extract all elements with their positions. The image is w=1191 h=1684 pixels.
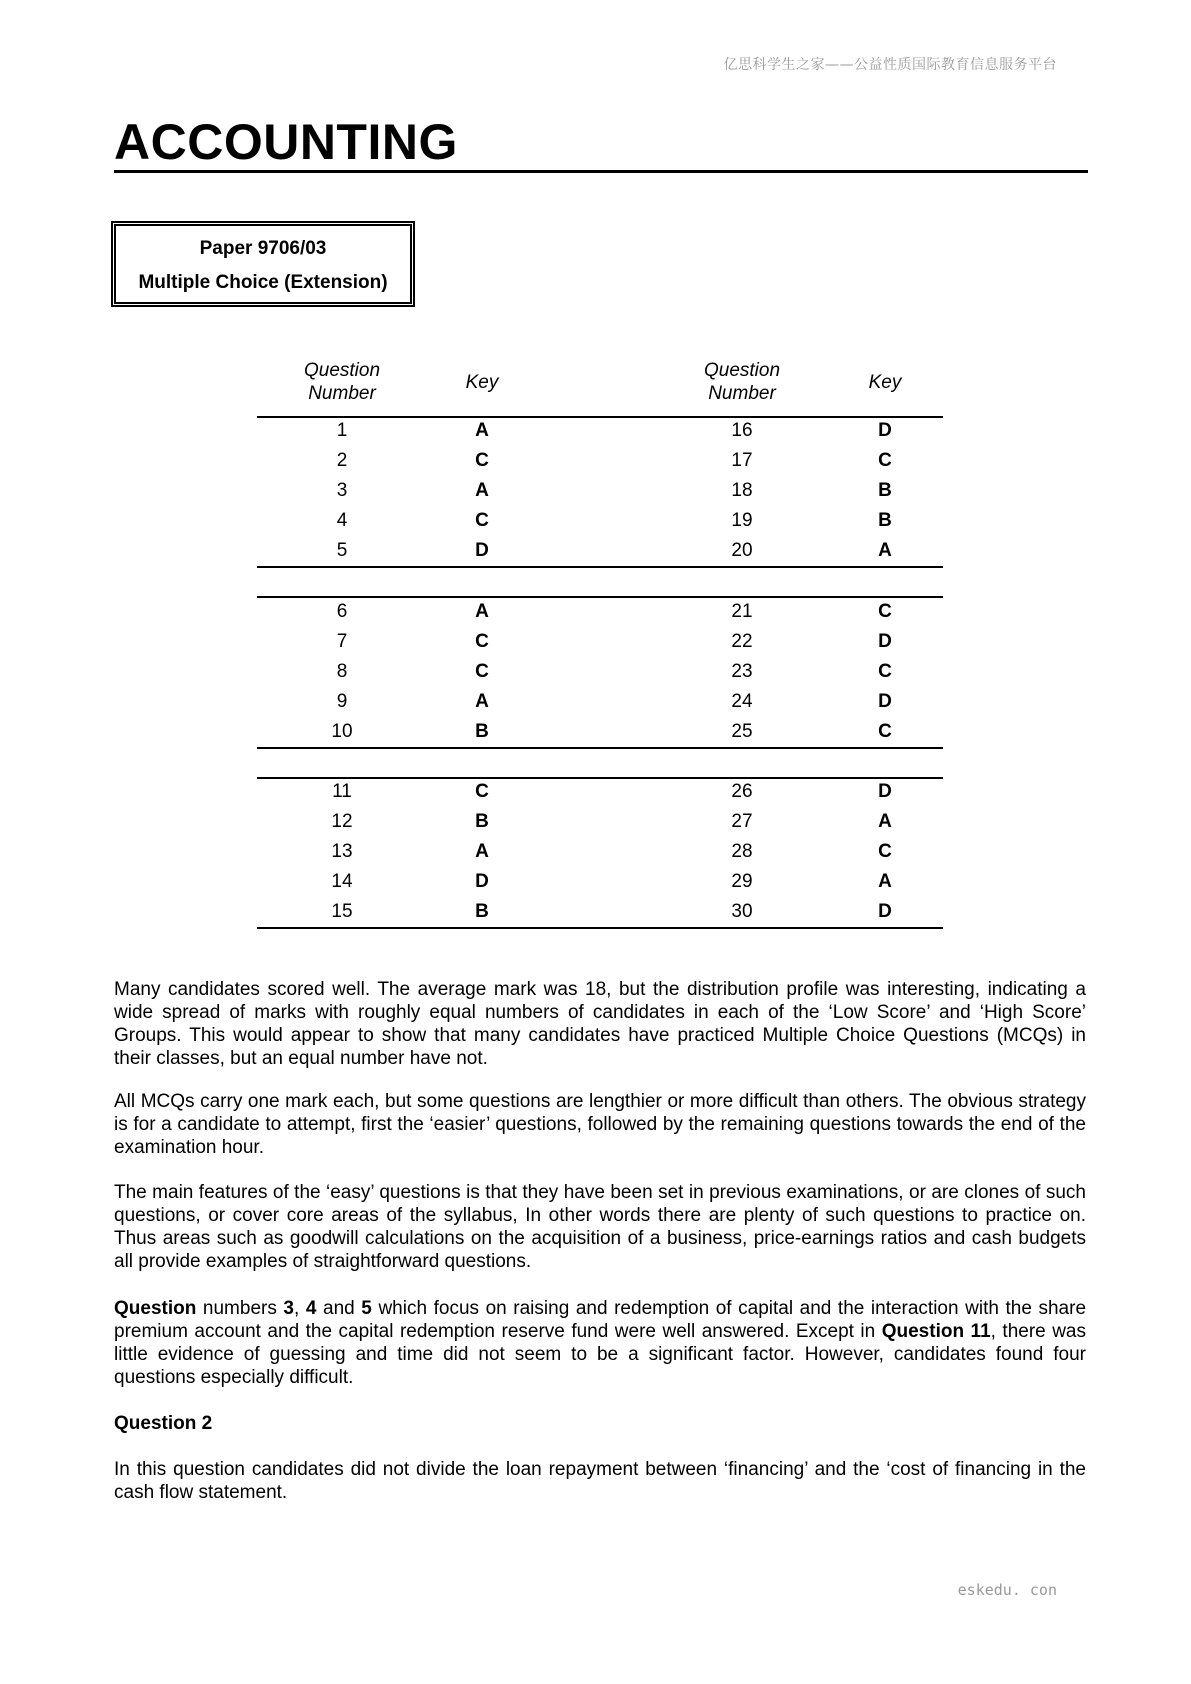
answer-key: D [475, 871, 489, 892]
question-number: 12 [331, 811, 353, 832]
question-number: 22 [731, 631, 753, 652]
question-number: 1 [336, 420, 348, 441]
table-row [257, 687, 943, 717]
answer-key: A [878, 871, 892, 892]
paper-info-box [111, 221, 415, 307]
table-row [257, 897, 943, 927]
paragraph-easy-questions: The main features of the ‘easy’ questions is that they have been set in previous examinations, or are clones of such questions, or cover core areas of the syllabus, In other words there are plenty of such questions to practice on. Thus areas such as goodwill calculations on the acquisition of a business, price-earnings ratios and cash budgets all provide examples of straightforward questions. [114, 1182, 1086, 1272]
paragraph-question-analysis [114, 1297, 1086, 1389]
answer-key: B [878, 510, 892, 531]
answer-key: B [475, 901, 489, 922]
text-span: , [294, 1298, 306, 1319]
question-number: 5 [336, 540, 348, 561]
paragraph-strategy: All MCQs carry one mark each, but some questions are lengthier or more difficult than others. The obvious strategy is for a candidate to attempt, first the ‘easier’ questions, followed by the remaining questions towards the end of the examination hour. [114, 1091, 1086, 1158]
answer-key: D [878, 781, 892, 802]
question-number: 16 [731, 420, 753, 441]
question-number: 27 [731, 811, 753, 832]
page-title: ACCOUNTING [114, 114, 458, 170]
answer-key: A [475, 691, 489, 712]
answer-key: A [475, 601, 489, 622]
table-row [257, 777, 943, 807]
question-number: 13 [331, 841, 353, 862]
answer-key: A [878, 540, 892, 561]
question-number: 10 [331, 721, 353, 742]
answer-key: C [475, 450, 489, 471]
text-span: numbers [196, 1298, 284, 1319]
question-number: 25 [731, 721, 753, 742]
table-row [257, 717, 943, 747]
bold-question: Question [114, 1298, 197, 1319]
question-number: 19 [731, 510, 753, 531]
answer-block-3 [257, 777, 943, 927]
table-row [257, 446, 943, 476]
question-number: 18 [731, 480, 753, 501]
answer-key: C [878, 601, 892, 622]
question-number: 28 [731, 841, 753, 862]
paper-type: Multiple Choice (Extension) [138, 272, 388, 293]
text-span: which focus on raising and redemption of capital and the interaction with the share premium account and the capital redemption reserve fund were well answered. Except in [114, 1298, 1087, 1342]
table-row [257, 837, 943, 867]
answer-key: C [475, 661, 489, 682]
table-rule [257, 566, 943, 568]
question-number: 21 [731, 601, 753, 622]
answer-key: D [878, 901, 892, 922]
answer-key: C [878, 450, 892, 471]
bold-number: 4 [305, 1298, 317, 1319]
table-row [257, 536, 943, 566]
header-question-number-left [257, 359, 427, 405]
question-number: 11 [332, 781, 352, 802]
header-key-right: Key [868, 372, 902, 393]
paper-number: Paper 9706/03 [199, 238, 327, 259]
header-question-label: Question [303, 360, 381, 381]
question-number: 26 [731, 781, 753, 802]
answer-key: C [475, 781, 489, 802]
watermark-header: 亿思科学生之家——公益性质国际教育信息服务平台 [723, 57, 1057, 73]
watermark-footer: eskedu. con [957, 1581, 1057, 1599]
table-row [257, 867, 943, 897]
header-key-left: Key [465, 372, 499, 393]
question-number: 30 [731, 901, 753, 922]
answer-key: D [878, 631, 892, 652]
answer-key-table-header [257, 355, 943, 417]
heading-question-2: Question 2 [114, 1413, 213, 1434]
question-number: 20 [731, 540, 753, 561]
table-row [257, 416, 943, 446]
answer-key: A [475, 480, 489, 501]
table-row [257, 807, 943, 837]
bold-question-11: Question 11 [881, 1321, 991, 1342]
answer-key: C [878, 721, 892, 742]
answer-key: D [878, 420, 892, 441]
answer-key: D [878, 691, 892, 712]
header-question-number-right [657, 359, 827, 405]
table-row [257, 597, 943, 627]
header-number-label: Number [308, 383, 376, 404]
table-rule [257, 927, 943, 929]
question-number: 14 [331, 871, 353, 892]
table-rule [257, 747, 943, 749]
question-number: 8 [336, 661, 348, 682]
answer-key: C [878, 841, 892, 862]
answer-key: B [878, 480, 892, 501]
answer-key: A [878, 811, 892, 832]
paragraph-question-2: In this question candidates did not divide the loan repayment between ‘financing’ and the ‘cost of financing in the cash flow statement. [114, 1459, 1086, 1503]
header-question-label: Question [703, 360, 781, 381]
question-number: 15 [331, 901, 353, 922]
title-underline [114, 170, 1088, 173]
question-number: 6 [336, 601, 348, 622]
question-number: 2 [336, 450, 348, 471]
question-number: 9 [336, 691, 348, 712]
question-number: 24 [731, 691, 753, 712]
question-number: 7 [336, 631, 348, 652]
text-span: , there was little evidence of guessing and time did not seem to be a significant factor. However, candidates found four questions especially difficult. [114, 1321, 1086, 1388]
answer-key: A [475, 420, 489, 441]
question-number: 23 [731, 661, 753, 682]
answer-block-1 [257, 416, 943, 566]
question-number: 29 [731, 871, 753, 892]
answer-key: C [475, 631, 489, 652]
answer-key: A [475, 841, 489, 862]
bold-number: 5 [361, 1298, 372, 1319]
paragraph-overview: Many candidates scored well. The average mark was 18, but the distribution profile was interesting, indicating a wide spread of marks with roughly equal numbers of candidates in each of the ‘Low Score’ and ‘High Score’ Groups. This would appear to show that many candidates have practiced Multiple Choice Questions (MCQs) in their classes, but an equal number have not. [114, 979, 1086, 1069]
answer-key: C [475, 510, 489, 531]
table-row [257, 476, 943, 506]
question-number: 3 [336, 480, 348, 501]
table-row [257, 657, 943, 687]
answer-block-2 [257, 597, 943, 747]
answer-key: B [475, 811, 489, 832]
answer-key: B [475, 721, 489, 742]
text-span: and [316, 1298, 362, 1319]
bold-number: 3 [283, 1298, 294, 1319]
question-number: 17 [731, 450, 753, 471]
table-row [257, 506, 943, 536]
answer-key: C [878, 661, 892, 682]
answer-key: D [475, 540, 489, 561]
table-row [257, 627, 943, 657]
question-number: 4 [336, 510, 348, 531]
header-number-label: Number [708, 383, 776, 404]
